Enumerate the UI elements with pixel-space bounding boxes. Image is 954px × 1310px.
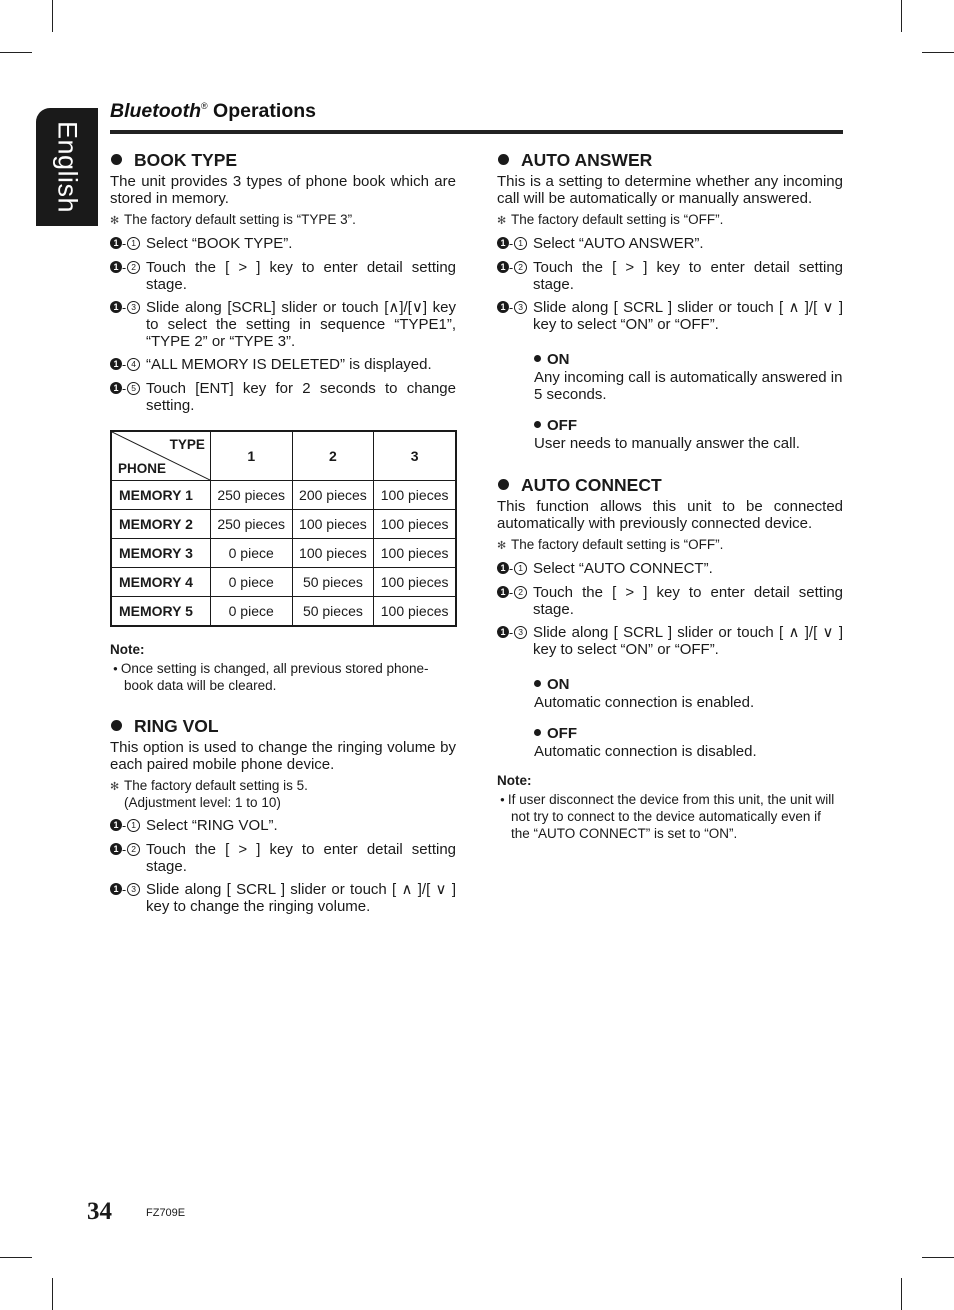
step-number: 1 - 2 <box>110 841 146 875</box>
step-text: Touch the [ > ] key to enter detail setting stage. <box>146 259 456 293</box>
bullet-icon <box>111 154 122 165</box>
corner-type-label: TYPE <box>169 437 205 452</box>
step-number: 1 - 3 <box>497 624 533 658</box>
row-header: MEMORY 2 <box>111 510 210 539</box>
bullet-icon <box>534 729 541 736</box>
section-title: AUTO CONNECT <box>497 475 843 495</box>
row-header: MEMORY 1 <box>111 481 210 510</box>
step-number: 1 - 1 <box>110 235 146 253</box>
column-header: 3 <box>374 431 456 481</box>
header-title: Operations <box>213 100 316 122</box>
row-header: MEMORY 4 <box>111 568 210 597</box>
step-item <box>110 380 456 414</box>
table-cell: 50 pieces <box>292 597 374 627</box>
row-header: MEMORY 5 <box>111 597 210 627</box>
table-cell: 100 pieces <box>374 510 456 539</box>
bullet-icon <box>534 421 541 428</box>
language-tab <box>36 108 98 226</box>
option-text: Any incoming call is automatically answered in 5 seconds. <box>534 369 843 403</box>
option-title: OFF <box>534 725 843 742</box>
step-item <box>497 259 843 293</box>
section-intro: The unit provides 3 types of phone book which are stored in memory. <box>110 173 456 207</box>
crop-mark <box>0 1257 32 1258</box>
book-type-section <box>110 150 456 694</box>
table-cell: 100 pieces <box>374 539 456 568</box>
table-cell: 100 pieces <box>374 597 456 627</box>
note-title: Note: <box>110 642 145 657</box>
option-off <box>534 725 843 760</box>
bullet-icon <box>498 154 509 165</box>
table-row <box>111 539 456 568</box>
crop-mark <box>0 52 32 53</box>
crop-mark <box>52 1278 53 1310</box>
section-intro: This function allows this unit to be connected automatically with previously connected device. <box>497 498 843 532</box>
table-row <box>111 597 456 627</box>
step-item <box>110 841 456 875</box>
crop-mark <box>922 52 954 53</box>
bullet-icon: ● <box>113 664 118 673</box>
bullet-icon <box>111 720 122 731</box>
step-text: Touch the [ > ] key to enter detail setting stage. <box>146 841 456 875</box>
factory-default: ✻ The factory default setting is “TYPE 3”. <box>110 212 356 227</box>
option-title: ON <box>534 676 843 693</box>
table-row <box>111 481 456 510</box>
step-number: 1 - 4 <box>110 356 146 374</box>
step-number: 1 - 5 <box>110 380 146 414</box>
factory-default: ✻ The factory default setting is 5. (Adjustment level: 1 to 10) <box>110 778 308 810</box>
registered-mark: ® <box>200 101 208 111</box>
factory-default: ✻ The factory default setting is “OFF”. <box>497 537 724 552</box>
step-number: 1 - 2 <box>497 259 533 293</box>
crop-mark <box>901 0 902 32</box>
table-row <box>111 510 456 539</box>
step-text: Touch [ENT] key for 2 seconds to change setting. <box>146 380 456 414</box>
table-cell: 0 piece <box>210 539 292 568</box>
page-number: 34 <box>87 1198 112 1225</box>
step-item <box>110 259 456 293</box>
step-number: 1 - 2 <box>110 259 146 293</box>
section-title: RING VOL <box>110 716 456 736</box>
step-text: Touch the [ > ] key to enter detail setting stage. <box>533 259 843 293</box>
step-text: “ALL MEMORY IS DELETED” is displayed. <box>146 356 432 373</box>
table-cell: 100 pieces <box>374 481 456 510</box>
note-text: ● Once setting is changed, all previous stored phone-book data will be cleared. <box>113 661 429 693</box>
corner-phone-label: PHONE <box>118 461 167 476</box>
step-text: Select “AUTO CONNECT”. <box>533 560 713 577</box>
step-number: 1 - 2 <box>497 584 533 618</box>
table-cell: 100 pieces <box>292 510 374 539</box>
step-item <box>497 584 843 618</box>
language-label: English <box>52 120 83 214</box>
option-title: ON <box>534 351 843 368</box>
table-header-row <box>111 431 456 481</box>
factory-default: ✻ The factory default setting is “OFF”. <box>497 212 724 227</box>
section-title: BOOK TYPE <box>110 150 456 170</box>
header-brand: Bluetooth <box>110 100 201 122</box>
step-text: Slide along [ SCRL ] slider or touch [ ∧ ]/[ ∨ ] key to select “ON” or “OFF”. <box>533 299 843 333</box>
crop-mark <box>901 1278 902 1310</box>
crop-mark <box>922 1257 954 1258</box>
asterisk-icon: ✻ <box>497 215 507 227</box>
step-text: Select “AUTO ANSWER”. <box>533 235 704 252</box>
section-title: AUTO ANSWER <box>497 150 843 170</box>
bullet-icon <box>498 479 509 490</box>
step-item <box>497 299 843 333</box>
step-item <box>497 624 843 658</box>
header-rule <box>110 130 843 134</box>
section-intro: This option is used to change the ringing volume by each paired mobile phone device. <box>110 739 456 773</box>
asterisk-icon: ✻ <box>110 215 120 227</box>
option-off <box>534 417 843 452</box>
step-text: Touch the [ > ] key to enter detail setting stage. <box>533 584 843 618</box>
left-column <box>110 150 456 915</box>
crop-mark <box>52 0 53 32</box>
note-text: ● If user disconnect the device from this unit, the unit will not try to connect to the device automatically even if the “AUTO CONNECT” is set to “ON”. <box>500 792 835 841</box>
step-item <box>110 356 456 374</box>
option-text: User needs to manually answer the call. <box>534 435 800 452</box>
asterisk-icon: ✻ <box>497 540 507 552</box>
step-number: 1 - 3 <box>110 881 146 915</box>
column-header: 2 <box>292 431 374 481</box>
table-cell: 100 pieces <box>292 539 374 568</box>
memory-table <box>110 430 457 627</box>
step-number: 1 - 1 <box>497 235 533 253</box>
option-text: Automatic connection is disabled. <box>534 743 757 760</box>
note-title: Note: <box>497 773 532 788</box>
model-code: FZ709E <box>146 1207 186 1219</box>
step-text: Slide along [SCRL] slider or touch [∧]/[∨] key to select the setting in sequence “TYPE1”, “TYPE 2” or “TYPE 3”. <box>146 299 456 350</box>
page-header <box>110 100 842 130</box>
bullet-icon <box>534 680 541 687</box>
step-item <box>497 235 843 253</box>
column-header: 1 <box>210 431 292 481</box>
step-number: 1 - 1 <box>110 817 146 835</box>
auto-connect-section <box>497 475 843 842</box>
step-number: 1 - 1 <box>497 560 533 578</box>
step-item <box>110 299 456 350</box>
table-cell: 0 piece <box>210 568 292 597</box>
asterisk-icon: ✻ <box>110 781 120 793</box>
step-text: Select “RING VOL”. <box>146 817 278 834</box>
bullet-icon <box>534 355 541 362</box>
table-row <box>111 568 456 597</box>
option-text: Automatic connection is enabled. <box>534 694 755 711</box>
step-item <box>110 817 456 835</box>
option-on <box>534 351 843 403</box>
table-cell: 250 pieces <box>210 481 292 510</box>
option-on <box>534 676 843 711</box>
step-text: Slide along [ SCRL ] slider or touch [ ∧ ]/[ ∨ ] key to select “ON” or “OFF”. <box>533 624 843 658</box>
table-cell: 250 pieces <box>210 510 292 539</box>
table-corner-cell <box>111 431 210 481</box>
table-cell: 50 pieces <box>292 568 374 597</box>
step-item <box>497 560 843 578</box>
step-text: Slide along [ SCRL ] slider or touch [ ∧ ]/[ ∨ ] key to change the ringing volume. <box>146 881 456 915</box>
right-column <box>497 150 843 842</box>
auto-answer-section <box>497 150 843 452</box>
option-title: OFF <box>534 417 843 434</box>
table-cell: 100 pieces <box>374 568 456 597</box>
step-text: Select “BOOK TYPE”. <box>146 235 293 252</box>
table-cell: 0 piece <box>210 597 292 627</box>
ring-vol-section <box>110 716 456 915</box>
step-item <box>110 881 456 915</box>
table-cell: 200 pieces <box>292 481 374 510</box>
step-number: 1 - 3 <box>110 299 146 350</box>
row-header: MEMORY 3 <box>111 539 210 568</box>
bullet-icon: ● <box>500 795 505 804</box>
step-number: 1 - 3 <box>497 299 533 333</box>
section-intro: This is a setting to determine whether any incoming call will be automatically or manually answered. <box>497 173 843 207</box>
step-item <box>110 235 456 253</box>
